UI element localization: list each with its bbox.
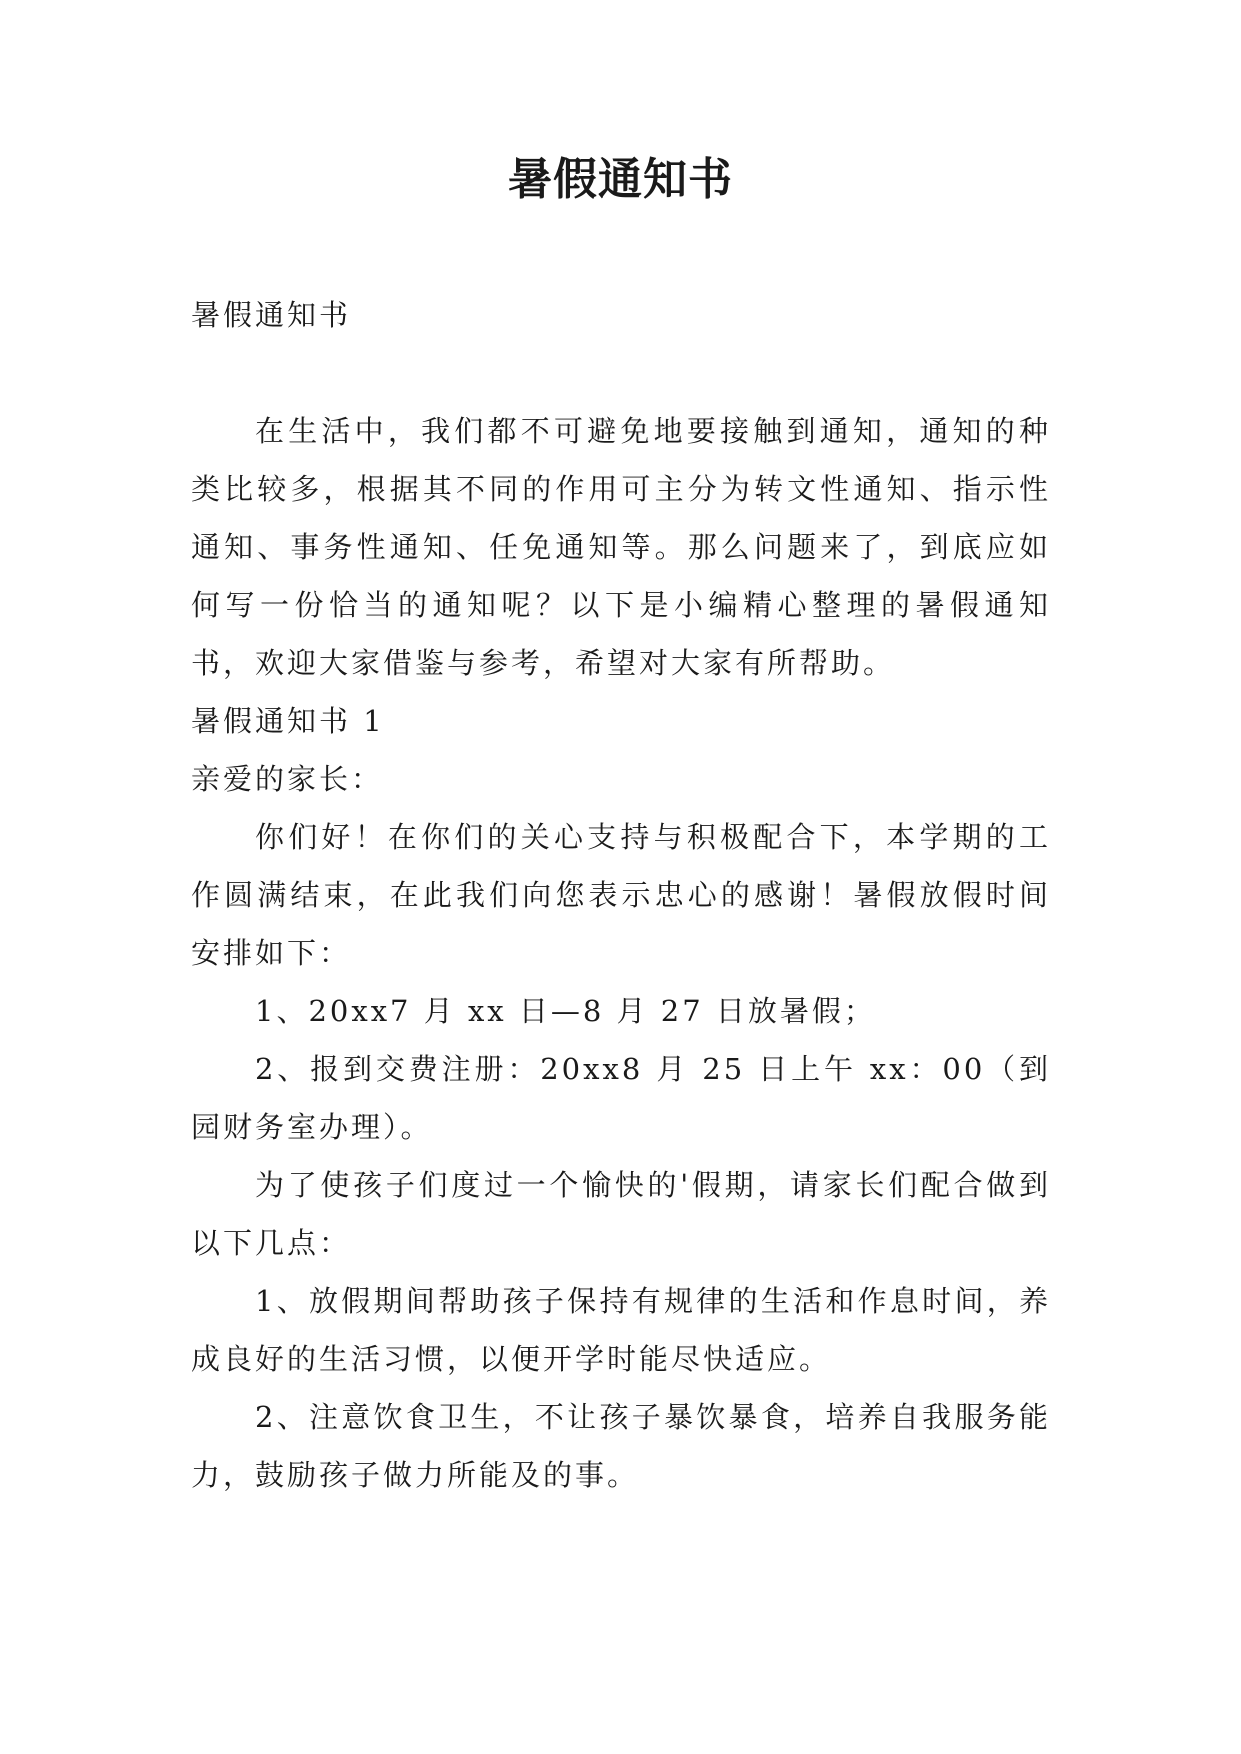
body-paragraph-1: 你们好！在你们的关心支持与积极配合下，本学期的工作圆满结束，在此我们向您表示忠心的感谢！暑假放假时间安排如下： xyxy=(191,820,1051,970)
body-paragraph-3: 2、报到交费注册：20xx8 月 25 日上午 xx：00（到园财务室办理）。 xyxy=(191,1052,1051,1144)
document-body xyxy=(191,286,1051,1504)
document-title: 暑假通知书 xyxy=(508,154,733,205)
document-subtitle: 暑假通知书 xyxy=(191,298,352,332)
salutation: 亲爱的家长： xyxy=(191,762,384,796)
section-title: 暑假通知书 1 xyxy=(191,704,385,738)
body-paragraph-2: 1、20xx7 月 xx 日—8 月 27 日放暑假； xyxy=(255,994,876,1028)
body-paragraph-6: 2、注意饮食卫生，不让孩子暴饮暴食，培养自我服务能力，鼓励孩子做力所能及的事。 xyxy=(191,1400,1051,1492)
intro-paragraph: 在生活中，我们都不可避免地要接触到通知，通知的种类比较多，根据其不同的作用可主分为转文性通知、指示性通知、事务性通知、任免通知等。那么问题来了，到底应如何写一份恰当的通知呢？以下是小编精心整理的暑假通知书，欢迎大家借鉴与参考，希望对大家有所帮助。 xyxy=(191,414,1051,680)
body-paragraph-4: 为了使孩子们度过一个愉快的'假期，请家长们配合做到以下几点： xyxy=(191,1168,1051,1260)
body-paragraph-5: 1、放假期间帮助孩子保持有规律的生活和作息时间，养成良好的生活习惯，以便开学时能尽快适应。 xyxy=(191,1284,1051,1376)
